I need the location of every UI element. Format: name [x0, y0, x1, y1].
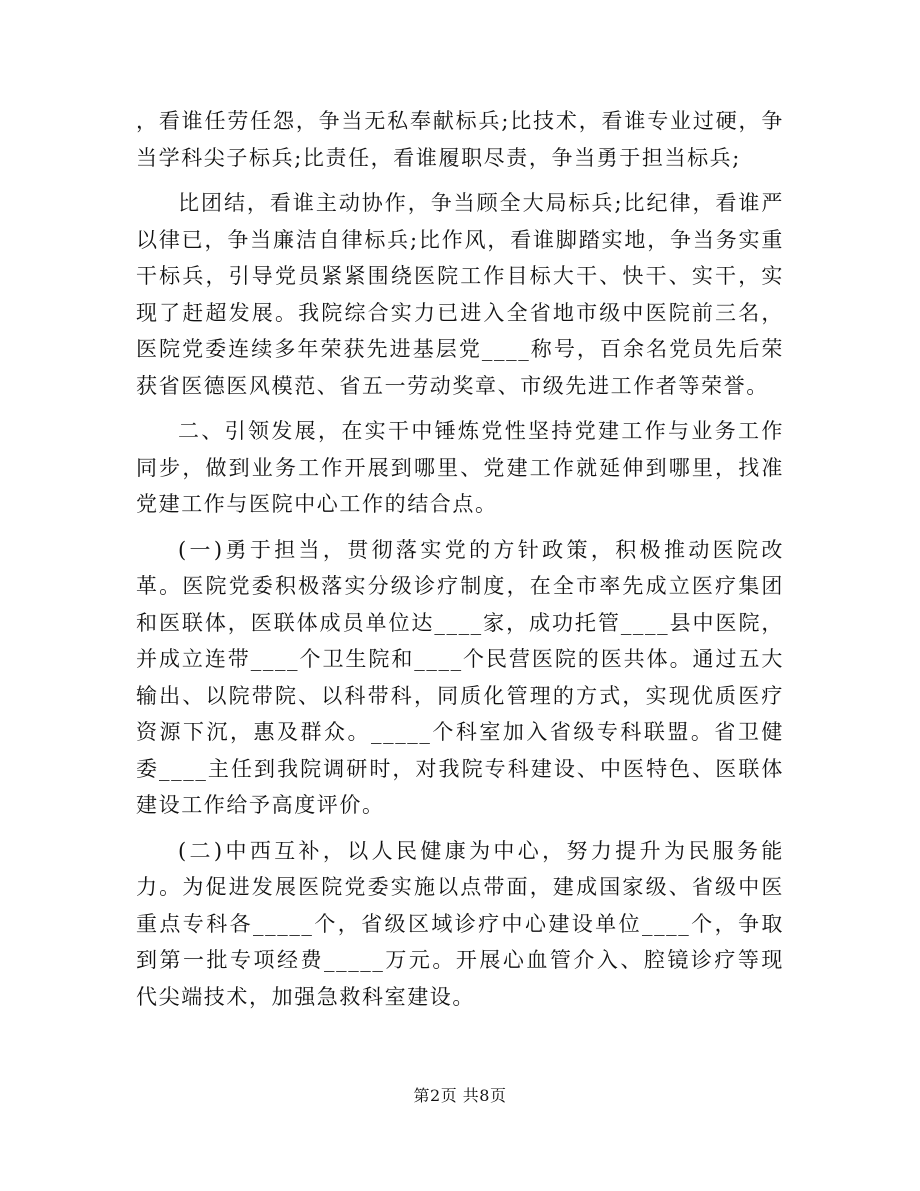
paragraph-2: 比团结，看谁主动协作，争当顾全大局标兵;比纪律，看谁严以律已，争当廉洁自律标兵;比作风，看谁脚踏实地，争当务实重干标兵，引导党员紧紧围绕医院工作目标大干、快干、实干，实现了赶超发展。我院综合实力已进入全省地市级中医院前三名，医院党委连续多年荣获先进基层党____称号，百余名党员先后荣获省医德医风模范、省五一劳动奖章、市级先进工作者等荣誉。 [136, 191, 784, 398]
paragraph-1: ，看谁任劳任怨，争当无私奉献标兵;比技术，看谁专业过硬，争当学科尖子标兵;比责任，看谁履职尽责，争当勇于担当标兵; [136, 109, 784, 170]
paragraph-4: (一)勇于担当，贯彻落实党的方针政策，积极推动医院改革。医院党委积极落实分级诊疗制度，在全市率先成立医疗集团和医联体，医联体成员单位达____家，成功托管____县中医院，并成立连带____个卫生院和____个民营医院的医共体。通过五大输出、以院带院、以科带科，同质化管理的方式，实现优质医疗资源下沉，惠及群众。_____个科室加入省级专科联盟。省卫健委____主任到我院调研时，对我院专科建设、中医特色、医联体建设工作给予高度评价。 [136, 537, 784, 817]
page-number: 第2页 共8页 [413, 1086, 507, 1105]
paragraph-5: (二)中西互补，以人民健康为中心，努力提升为民服务能力。为促进发展医院党委实施以点带面，建成国家级、省级中医重点专科各_____个，省级区域诊疗中心建设单位____个，争取到第一批专项经费_____万元。开展心血管介入、腔镜诊疗等现代尖端技术，加强急救科室建设。 [136, 838, 784, 1009]
paragraph-3: 二、引领发展，在实干中锤炼党性坚持党建工作与业务工作同步，做到业务工作开展到哪里、党建工作就延伸到哪里，找准党建工作与医院中心工作的结合点。 [136, 419, 784, 516]
document-body [136, 103, 784, 1015]
